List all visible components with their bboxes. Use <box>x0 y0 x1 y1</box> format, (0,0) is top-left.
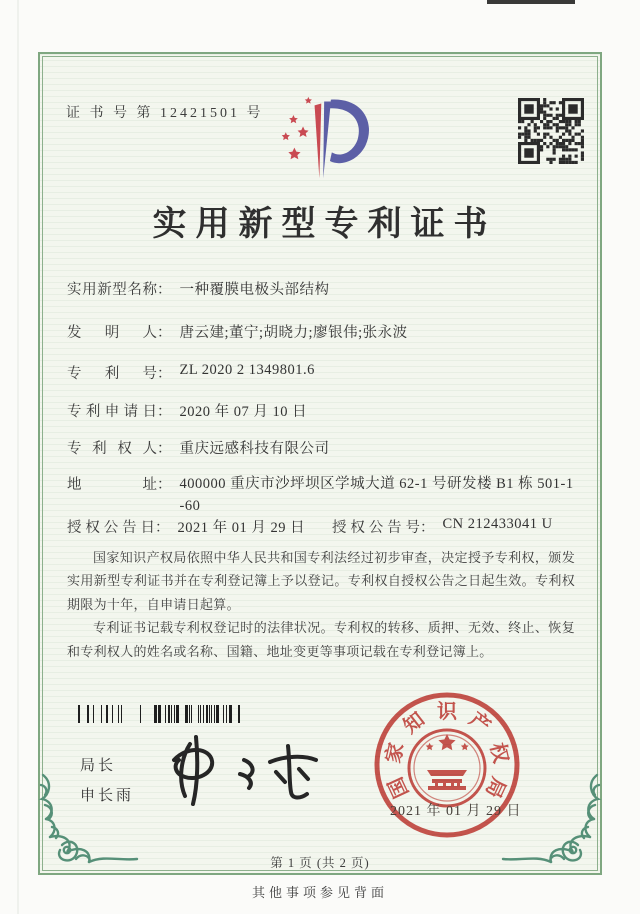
field-value: 2020 年 07 月 10 日 <box>179 404 308 420</box>
signature-icon <box>158 730 338 818</box>
svg-text:产: 产 <box>464 708 495 739</box>
field-label: 专利权人 <box>67 441 157 457</box>
field-label: 实用新型名称 <box>67 282 157 298</box>
field-colon: ： <box>157 325 172 341</box>
page-number: 第 1 页 (共 2 页) <box>270 856 370 870</box>
field-colon: ： <box>157 441 172 457</box>
svg-text:识: 识 <box>437 701 457 723</box>
field-colon: ： <box>157 404 172 420</box>
field-label: 专利申请日 <box>67 404 157 420</box>
field-label: 授权公告号 <box>332 520 420 536</box>
legal-text <box>67 546 575 663</box>
field-value: 唐云建;董宁;胡晓力;廖银伟;张永波 <box>179 325 408 341</box>
field-colon: ： <box>157 366 172 382</box>
field-colon: ： <box>157 477 172 493</box>
field-value <box>180 473 574 517</box>
grant-no-group <box>332 516 553 537</box>
seal-national-emblem <box>409 730 485 806</box>
certificate-title: 实用新型专利证书 <box>152 206 497 243</box>
field-row-name <box>67 278 330 299</box>
field-label: 授权公告日 <box>67 520 155 536</box>
scan-crease <box>17 0 19 914</box>
scan-artifact <box>487 0 575 4</box>
address-line-2: -60 <box>179 498 201 514</box>
field-row-inventors <box>67 321 408 342</box>
svg-text:局: 局 <box>480 773 510 802</box>
field-value: CN 212433041 U <box>442 516 553 532</box>
grant-date-group <box>67 516 305 537</box>
field-colon: ： <box>157 282 172 298</box>
logo-p-mark <box>315 99 369 178</box>
field-row-patent-no <box>67 362 315 383</box>
barcode <box>77 705 243 723</box>
qr-code <box>518 98 584 164</box>
signer-title: 局长 <box>80 757 117 774</box>
field-label: 专利号 <box>67 366 157 382</box>
field-colon: ： <box>155 520 170 536</box>
field-value: ZL 2020 2 1349801.6 <box>179 362 315 378</box>
legal-paragraph-2: 专利证书记载专利权登记时的法律状况。专利权的转移、质押、无效、终止、恢复和专利权人的姓名或名称、国籍、地址变更等事项记载在专利登记簿上。 <box>67 620 575 659</box>
svg-text:家: 家 <box>382 740 409 766</box>
signer-name: 申长雨 <box>80 787 135 804</box>
svg-text:知: 知 <box>399 708 430 739</box>
legal-paragraph-1: 国家知识产权局依照中华人民共和国专利法经过初步审查，决定授予专利权，颁发实用新型专利证书并在专利登记簿上予以登记。专利权自授权公告之日起生效。专利权期限为十年，自申请日起算。 <box>67 550 575 612</box>
field-label: 发明人 <box>67 325 157 341</box>
field-value: 2021 年 01 月 29 日 <box>177 520 306 536</box>
field-value: 重庆远感科技有限公司 <box>179 441 330 457</box>
field-row-address <box>67 473 574 517</box>
seal-date: 2021 年 01 月 29 日 <box>390 804 522 819</box>
svg-text:国: 国 <box>384 773 414 802</box>
logo-stars <box>282 97 312 159</box>
back-note: 其他事项参见背面 <box>251 885 388 900</box>
field-row-filing-date <box>67 400 307 421</box>
cnipa-logo-icon <box>280 90 376 186</box>
svg-text:权: 权 <box>485 740 512 766</box>
field-value: 一种覆膜电极头部结构 <box>179 282 330 298</box>
certificate-number: 证 书 号 第 12421501 号 <box>66 106 264 121</box>
address-line-1: 400000 重庆市沙坪坝区学城大道 62-1 号研发楼 B1 栋 501-1 <box>179 476 574 492</box>
certificate <box>38 52 602 875</box>
field-colon: ： <box>420 520 435 536</box>
field-label: 地址 <box>67 477 157 493</box>
field-row-patentee <box>67 437 330 458</box>
